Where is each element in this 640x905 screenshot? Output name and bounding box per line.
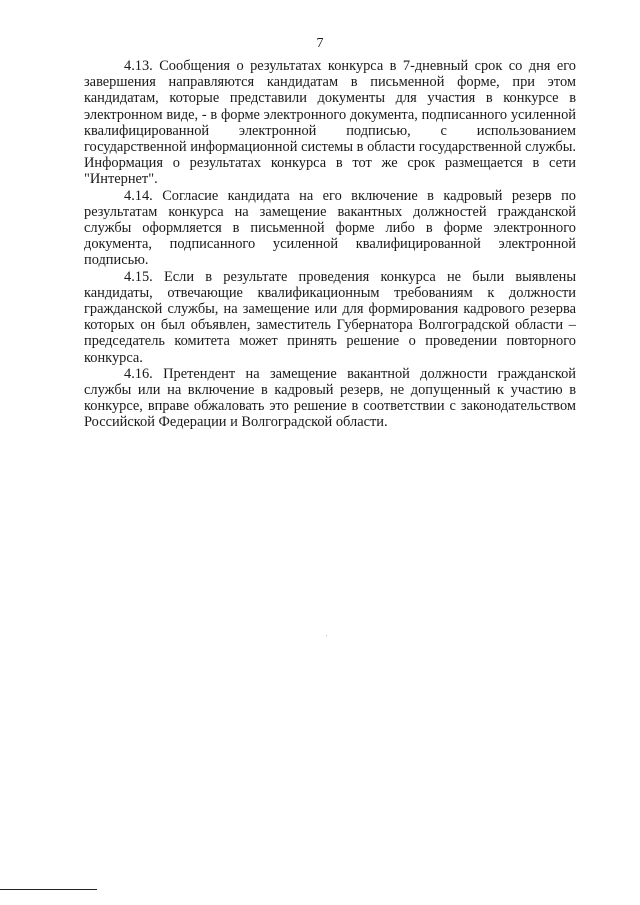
paragraph-4-14: 4.14. Согласие кандидата на его включение в кадровый резерв по результатам конкурса на замещение вакантных должностей гражданской службы оформляется в письменной форме либо в форме электронного документа, подписанного усиленной квалифицированной электронной подписью. bbox=[84, 187, 576, 269]
document-body bbox=[84, 58, 576, 431]
page-number: 7 bbox=[316, 36, 324, 51]
paragraph-4-13: 4.13. Сообщения о результатах конкурса в 7-дневный срок со дня его завершения направляются кандидатам в письменной форме, при этом кандидатам, которые представили документы для участия в конкурсе в электронном виде, - в форме электронного документа, подписанного усиленной квалифицированной электронной подписью, с использованием государственной информационной системы в области государственной службы. Информация о результатах конкурса в тот же срок размещается в сети "Интернет". bbox=[84, 58, 576, 188]
paragraph-4-15: 4.15. Если в результате проведения конкурса не были выявлены кандидаты, отвечающие квалификационным требованиям к должности гражданской службы, на замещение или для формирования кадрового резерва которых он был объявлен, заместитель Губернатора Волгоградской области – председатель комитета может принять решение о проведении повторного конкурса. bbox=[84, 268, 576, 366]
scan-speck bbox=[326, 635, 327, 636]
bottom-edge-line bbox=[0, 889, 97, 890]
paragraph-4-16: 4.16. Претендент на замещение вакантной должности гражданской службы или на включение в кадровый резерв, не допущенный к участию в конкурсе, вправе обжаловать это решение в соответствии с законодательством Российской Федерации и Волгоградской области. bbox=[84, 365, 576, 431]
